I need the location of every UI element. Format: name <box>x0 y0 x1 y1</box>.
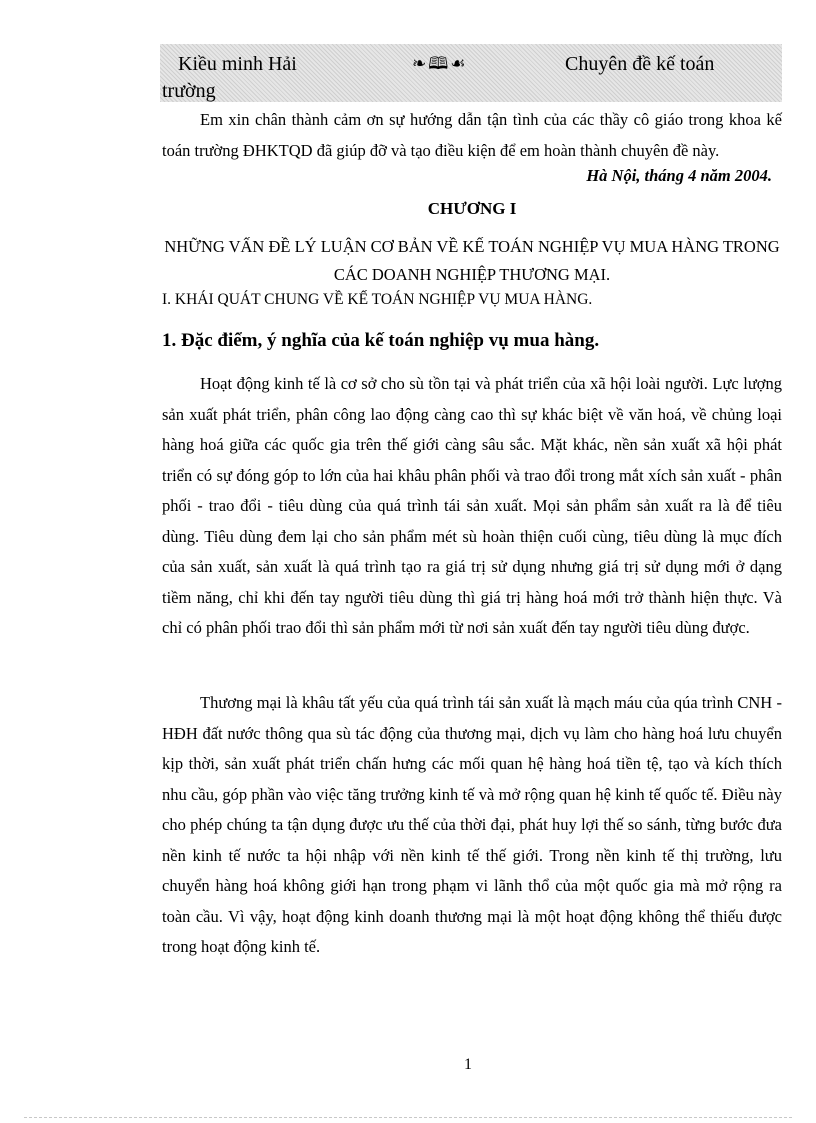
header-topic: Chuyên đề kế toán <box>565 53 715 75</box>
page-number: 1 <box>464 1056 472 1073</box>
body-paragraph: Hoạt động kinh tế là cơ sở cho sù tồn tại và phát triển của xã hội loài người. Lực lượng sản xuất phát triển, phân công lao động càng cao thì sự khác biệt về văn hoá, về chủng loại hàng hoá giữa các quốc gia trên thế giới càng sâu sắc. Mặt khác, nền sản xuất xã hội phát triển có sự đóng góp to lớn của hai khâu phân phối và trao đổi trong mắt xích sản xuất - phân phối - trao đổi - tiêu dùng của quá trình tái sản xuất. Mọi sản phẩm sản xuất ra là để tiêu dùng. Tiêu dùng đem lại cho sản phẩm mét sù hoàn thiện cuối cùng, tiêu dùng là mục đích của sản xuất, sản xuất là quá trình tạo ra giá trị sử dụng nhưng giá trị sử dụng mới ở dạng tiềm năng, chỉ khi đến tay người tiêu dùng thì giá trị hàng hoá mới trở thành hiện thực. Và chỉ có phân phối trao đổi thì sản phẩm mới từ nơi sản xuất đến tay người tiêu dùng được. <box>162 374 782 637</box>
header-author: Kiều minh Hải <box>178 53 297 75</box>
header-school: trường <box>162 80 216 102</box>
section-heading: I. KHÁI QUÁT CHUNG VỀ KẾ TOÁN NGHIỆP VỤ MUA HÀNG. <box>162 291 593 308</box>
subsection-heading: 1. Đặc điểm, ý nghĩa của kế toán nghiệp vụ mua hàng. <box>162 330 600 351</box>
chapter-subtitle: NHỮNG VẤN ĐỀ LÝ LUẬN CƠ BẢN VỀ KẾ TOÁN NGHIỆP VỤ MUA HÀNG TRONG CÁC DOANH NGHIỆP THƯƠNG MẠI. <box>164 237 780 284</box>
header-book-ornament-icon: ❧🕮☙ <box>412 54 468 74</box>
page-bottom-edge <box>24 1117 792 1118</box>
body-paragraph: Thương mại là khâu tất yếu của quá trình tái sản xuất là mạch máu của qúa trình CNH - HĐH đất nước thông qua sù tác động của thương mại, dịch vụ làm cho hàng hoá lưu chuyển kịp thời, sản xuất phát triển chấn hưng các mối quan hệ hàng hoá tiền tệ, tạo và kích thích nhu cầu, góp phần vào việc tăng trưởng kinh tế và mở rộng quan hệ kinh tế quốc tế. Điều này cho phép chúng ta tận dụng được ưu thế của thời đại, phát huy lợi thế so sánh, từng bước đưa nền kinh tế nước ta hội nhập với nền kinh tế thế giới. Trong nền kinh tế thị trường, lưu chuyển hàng hoá không giới hạn trong phạm vi lãnh thổ của một quốc gia mà mở rộng ra toàn cầu. Vì vậy, hoạt động kinh doanh thương mại là một hoạt động không thể thiếu được trong hoạt động kinh tế. <box>162 693 782 956</box>
signature-date: Hà Nội, tháng 4 năm 2004. <box>586 166 772 185</box>
acknowledgement-paragraph: Em xin chân thành cảm ơn sự hướng dẫn tận tình của các thầy cô giáo trong khoa kế toán trường ĐHKTQD đã giúp đỡ và tạo điều kiện để em hoàn thành chuyên đề này. <box>162 110 782 160</box>
chapter-title: CHƯƠNG I <box>427 199 517 218</box>
